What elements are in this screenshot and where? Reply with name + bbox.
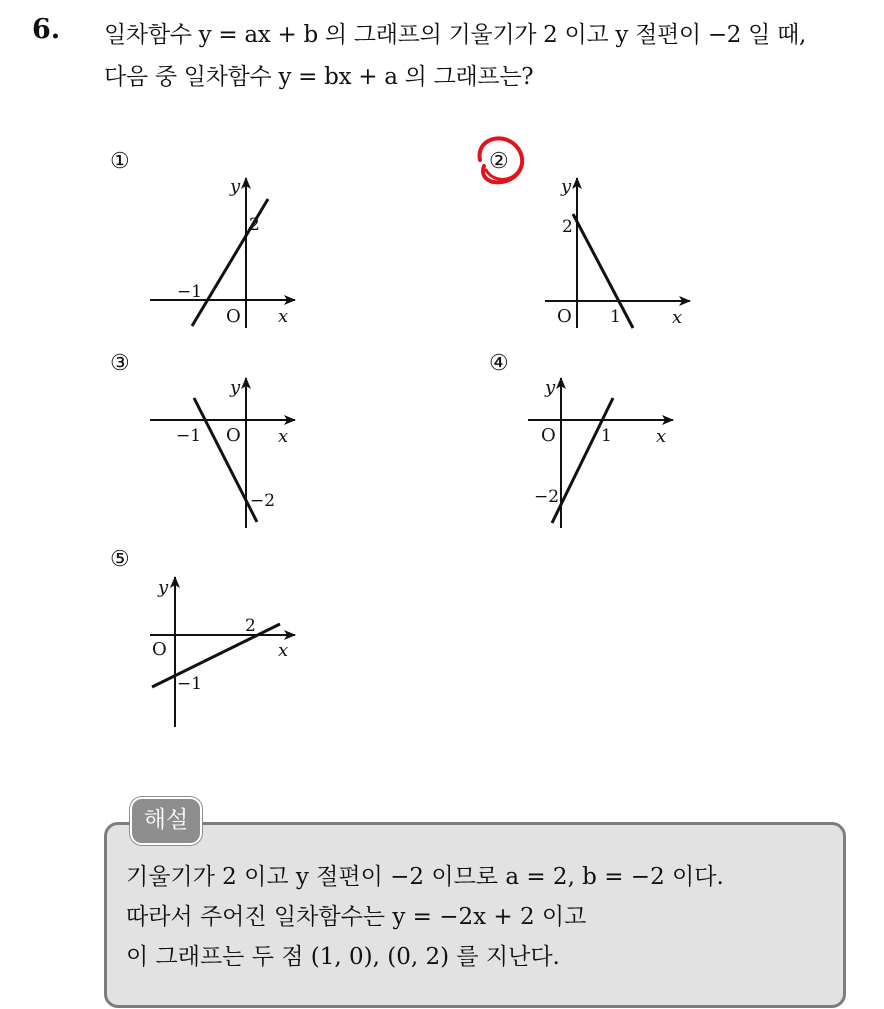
choice-4-tick-y: −2 — [534, 487, 560, 507]
choice-1-tick-y: 2 — [249, 215, 260, 235]
choice-2-x-label: x — [672, 307, 683, 328]
choice-1-label: ① — [110, 149, 130, 174]
choice-4-origin: O — [541, 425, 556, 446]
choice-4-graph[interactable] — [489, 351, 673, 528]
choice-2-label: ② — [489, 149, 509, 174]
choice-1-graph[interactable] — [110, 149, 295, 328]
choice-3-x-label: x — [278, 426, 289, 447]
choice-2-tick-y: 2 — [562, 217, 573, 237]
choice-4-x-label: x — [656, 426, 667, 447]
choice-3-tick-y: −2 — [250, 491, 276, 511]
question-text-line-1: 일차함수 y = ax + b 의 그래프의 기울기가 2 이고 y 절편이 −2 일 때, — [104, 22, 807, 48]
choice-1-tick-x: −1 — [177, 282, 203, 302]
choice-5-x-label: x — [278, 640, 289, 661]
choice-4-tick-x: 1 — [601, 426, 612, 446]
choice-5-tick-y: −1 — [177, 674, 203, 694]
choice-1-x-label: x — [278, 306, 289, 327]
choice-5-line — [152, 624, 280, 687]
solution-tag: 해설 — [130, 797, 202, 845]
choice-3-label: ③ — [110, 351, 130, 376]
choice-2-origin: O — [557, 306, 572, 327]
choice-1-origin: O — [226, 306, 241, 327]
solution-line-2: 따라서 주어진 일차함수는 y = −2x + 2 이고 — [126, 904, 587, 930]
choice-2-y-label: y — [561, 176, 572, 197]
choice-2-line — [573, 214, 633, 328]
choice-3-origin: O — [226, 425, 241, 446]
choice-5-label: ⑤ — [110, 547, 130, 572]
choice-3-y-label: y — [230, 377, 241, 398]
choice-4-label: ④ — [489, 351, 509, 376]
solution-line-1: 기울기가 2 이고 y 절편이 −2 이므로 a = 2, b = −2 이다. — [126, 864, 724, 890]
choice-5-graph[interactable] — [110, 547, 295, 727]
choice-3-tick-x: −1 — [176, 426, 202, 446]
choice-2-tick-x: 1 — [610, 307, 621, 327]
choice-5-tick-x: 2 — [245, 616, 256, 636]
choice-2-graph[interactable] — [480, 138, 690, 328]
choice-3-line — [194, 398, 257, 522]
solution-line-3: 이 그래프는 두 점 (1, 0), (0, 2) 를 지난다. — [126, 944, 560, 970]
question-number: 6. — [32, 14, 61, 45]
choice-4-y-label: y — [545, 377, 556, 398]
choice-5-y-label: y — [158, 577, 169, 598]
choice-5-origin: O — [152, 639, 167, 660]
choice-1-y-label: y — [230, 176, 241, 197]
question-text-line-2: 다음 중 일차함수 y = bx + a 의 그래프는? — [104, 64, 534, 90]
choice-3-graph[interactable] — [110, 351, 295, 528]
